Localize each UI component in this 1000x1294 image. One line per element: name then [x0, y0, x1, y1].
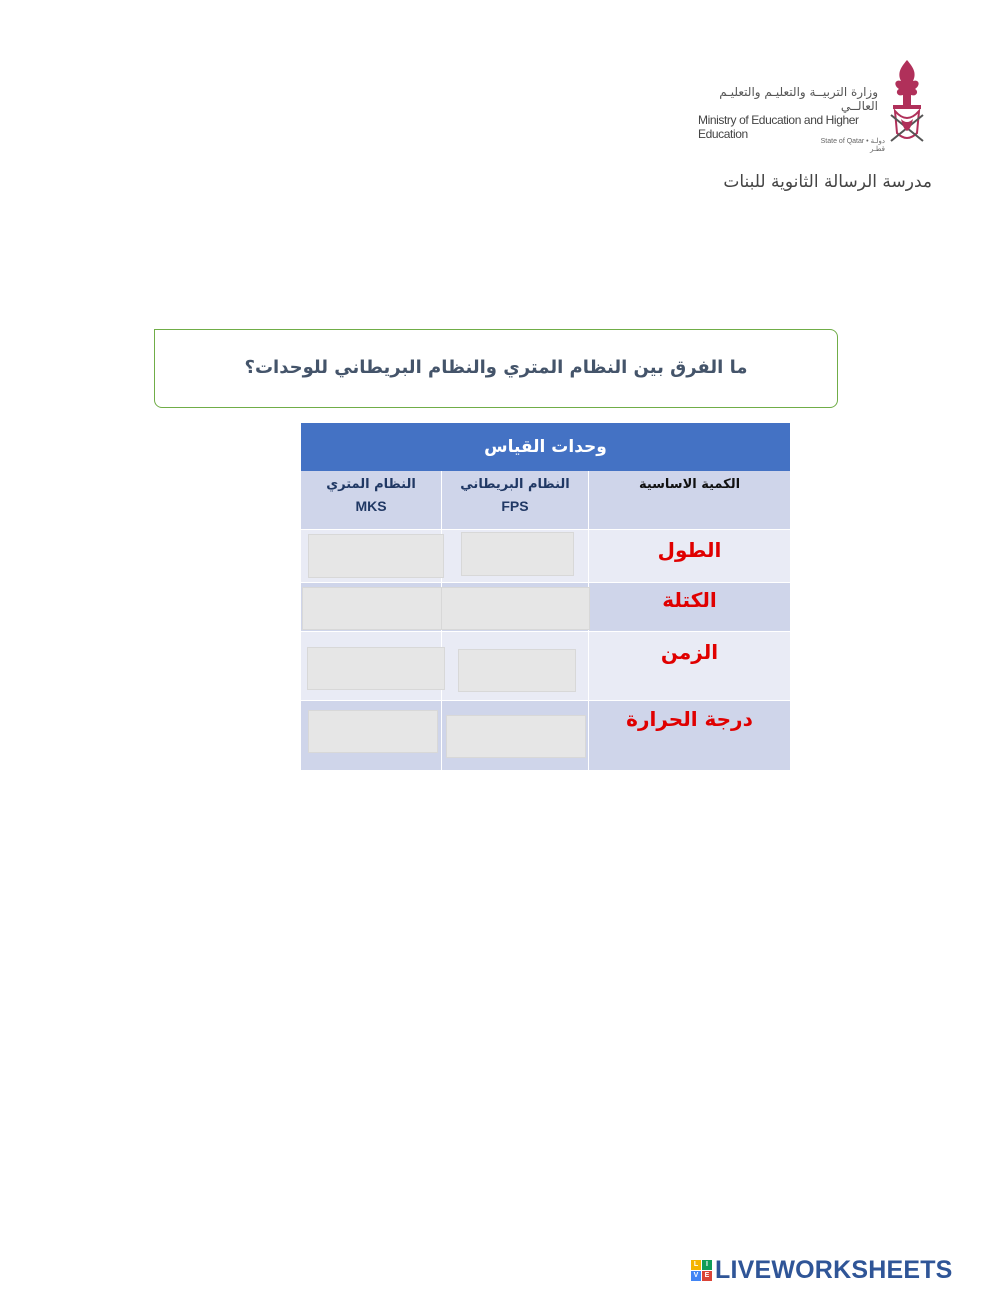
icon-letter: L: [691, 1260, 701, 1270]
ministry-name-arabic: وزارة التربيــة والتعليـم والتعليـم العالــي: [719, 85, 878, 113]
quantity-cell: [588, 632, 790, 701]
liveworksheets-icon: [691, 1260, 712, 1281]
ministry-name-english: Ministry of Education and Higher Education: [698, 113, 859, 141]
table-row: [301, 529, 790, 583]
ministry-logo: [690, 55, 940, 155]
school-name: مدرسة الرسالة الثانوية للبنات: [723, 172, 932, 192]
answer-box-mass-metric[interactable]: [302, 587, 443, 630]
table-title-bar: [301, 423, 790, 471]
qatar-emblem-icon: [887, 55, 927, 150]
header-quantity: [588, 471, 790, 529]
icon-letter: E: [702, 1271, 712, 1281]
header-british-code: FPS: [501, 498, 529, 514]
quantity-mass: الكتلة: [662, 588, 717, 612]
quantity-length: الطول: [657, 538, 722, 562]
quantity-cell: [588, 583, 790, 632]
answer-box-time-metric[interactable]: [307, 647, 445, 690]
quantity-cell: [588, 530, 790, 583]
question-text: ما الفرق بين النظام المتري والنظام البريطاني للوحدات؟: [244, 357, 748, 378]
question-box: [154, 329, 838, 408]
icon-letter: V: [691, 1271, 701, 1281]
state-of-qatar-text: State of Qatar • دولـة قطـر: [820, 138, 885, 153]
answer-box-time-british[interactable]: [458, 649, 576, 692]
icon-letter: I: [702, 1260, 712, 1270]
table-header-row: [301, 471, 790, 529]
quantity-temperature: درجة الحرارة: [626, 707, 753, 731]
answer-box-length-metric[interactable]: [308, 534, 444, 578]
table-row: [301, 582, 790, 632]
answer-box-temperature-metric[interactable]: [308, 710, 438, 753]
header-metric: [301, 471, 441, 529]
header-metric-code: MKS: [355, 498, 387, 514]
table-row: [301, 631, 790, 701]
table-row: [301, 700, 790, 770]
header-quantity-label: الكمية الاساسية: [638, 477, 741, 492]
units-table: [301, 423, 790, 769]
header-metric-label: النظام المتري: [326, 477, 416, 492]
answer-box-mass-british[interactable]: [441, 587, 590, 630]
header-british: [441, 471, 588, 529]
quantity-time: الزمن: [660, 640, 719, 664]
liveworksheets-logo: [691, 1255, 953, 1285]
table-title: وحدات القياس: [484, 437, 607, 457]
answer-box-temperature-british[interactable]: [446, 715, 586, 758]
quantity-cell: [588, 701, 790, 770]
header-british-label: النظام البريطاني: [460, 477, 570, 492]
answer-box-length-british[interactable]: [461, 532, 574, 576]
liveworksheets-brand: LIVEWORKSHEETS: [715, 1255, 953, 1284]
